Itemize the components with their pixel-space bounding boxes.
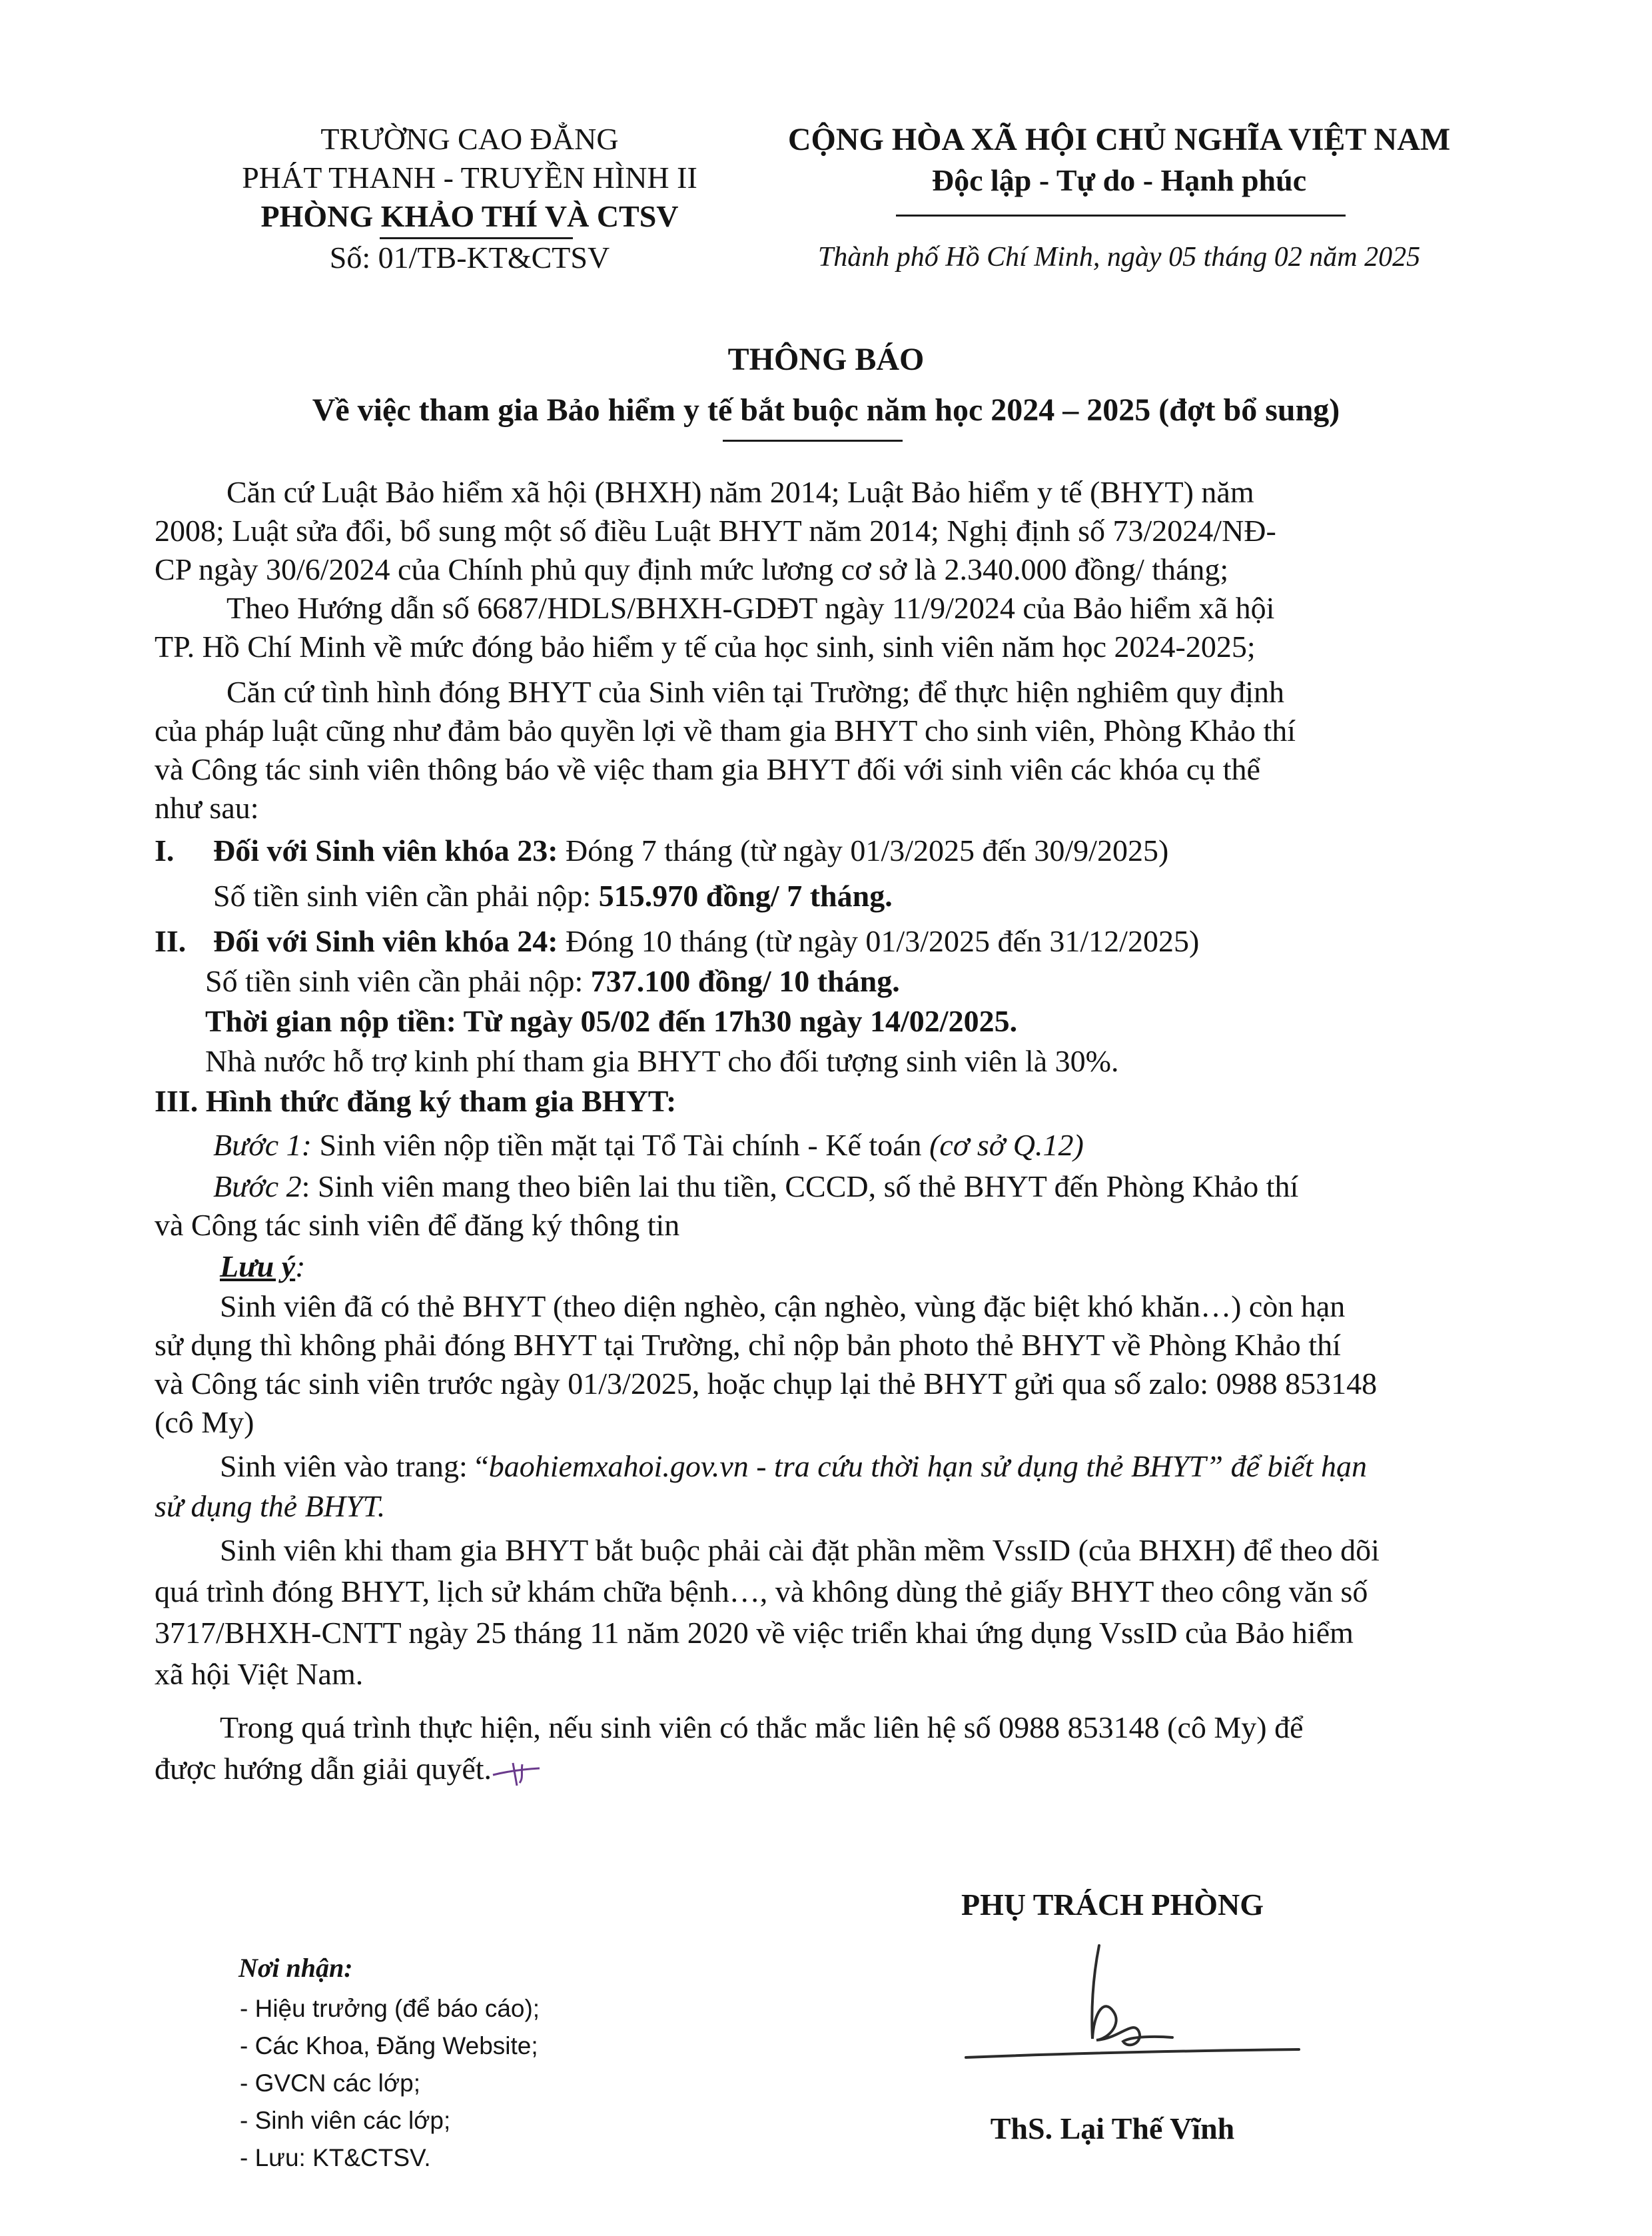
section-1-text: Đóng 7 tháng (từ ngày 01/3/2025 đến 30/9/2025) [558,834,1169,867]
signature-title: PHỤ TRÁCH PHÒNG [961,1888,1264,1922]
step-2-label: Bước 2 [213,1169,302,1203]
recipient-item: - Lưu: KT&CTSV. [240,2144,431,2171]
paragraph-line: Theo Hướng dẫn số 6687/HDLS/BHXH-GDĐT ngày 11/9/2024 của Bảo hiểm xã hội [226,591,1275,625]
payment-deadline: Thời gian nộp tiền: Từ ngày 05/02 đến 17h30 ngày 14/02/2025. [205,1004,1018,1038]
section-2-text: Đóng 10 tháng (từ ngày 01/3/2025 đến 31/12/2025) [558,924,1200,958]
section-2-amount: 737.100 đồng/ 10 tháng. [590,964,900,998]
recipient-item: - GVCN các lớp; [240,2069,420,2097]
header-left-underline [380,237,573,239]
document-subtitle: Về việc tham gia Bảo hiểm y tế bắt buộc năm học 2024 – 2025 (đợt bổ sung) [312,392,1340,428]
lookup-instruction [220,1447,1367,1486]
contact-line-2 [155,1750,544,1788]
national-motto: Độc lập - Tự do - Hạnh phúc [931,163,1307,197]
school-name: TRƯỜNG CAO ĐẲNG [320,122,619,156]
note-line: và Công tác sinh viên trước ngày 01/3/2025, hoặc chụp lại thẻ BHYT gửi qua số zalo: 0988 853148 [155,1367,1378,1400]
section-1-line [213,832,1168,870]
note-line: sử dụng thì không phải đóng BHYT tại Trường, chỉ nộp bản photo thẻ BHYT về Phòng Khảo thí [155,1328,1341,1362]
paragraph-line: của pháp luật cũng như đảm bảo quyền lợi về tham gia BHYT cho sinh viên, Phòng Khảo thí [155,714,1296,748]
recipients-heading: Nơi nhận: [238,1953,353,1983]
document-number: Số: 01/TB-KT&CTSV [329,241,610,275]
section-2-numeral: II. [155,924,187,958]
document-title: THÔNG BÁO [727,342,925,377]
note-line: Sinh viên đã có thẻ BHYT (theo diện nghèo, cận nghèo, vùng đặc biệt khó khăn…) còn hạn [220,1289,1346,1323]
step-1-note: (cơ sở Q.12) [929,1128,1084,1162]
signature-image [959,1939,1306,2065]
paragraph-line: và Công tác sinh viên thông báo về việc tham gia BHYT đối với sinh viên các khóa cụ thể [155,752,1260,786]
note-line: 3717/BHXH-CNTT ngày 25 tháng 11 năm 2020 về việc triển khai ứng dụng VssID của Bảo hiểm [155,1616,1354,1650]
contact-line: Trong quá trình thực hiện, nếu sinh viên có thắc mắc liên hệ số 0988 853148 (cô My) để [220,1710,1304,1744]
lookup-website: baohiemxahoi.gov.vn - tra cứu thời hạn sử dụng thẻ BHYT” để biết hạn [488,1449,1368,1483]
step-1 [213,1126,1084,1165]
section-2-amount-prefix: Số tiền sinh viên cần phải nộp: [205,964,591,998]
section-1-amount-line [213,877,893,915]
section-2-amount-line [205,962,900,1001]
handwritten-mark-icon [490,1755,544,1788]
step-2 [213,1167,1298,1206]
motto-underline [896,215,1346,217]
contact-line-2-text: được hướng dẫn giải quyết. [155,1752,492,1786]
step-1-text: Sinh viên nộp tiền mặt tại Tổ Tài chính - Kế toán [311,1128,930,1162]
recipient-item: - Hiệu trưởng (để báo cáo); [240,1995,540,2022]
note-line: xã hội Việt Nam. [155,1657,364,1691]
step-2-line2: và Công tác sinh viên để đăng ký thông tin [155,1208,680,1242]
paragraph-line: Căn cứ Luật Bảo hiểm xã hội (BHXH) năm 2014; Luật Bảo hiểm y tế (BHYT) năm [226,475,1254,509]
section-1-amount-prefix: Số tiền sinh viên cần phải nộp: [213,879,599,913]
step-1-label: Bước 1: [213,1128,312,1162]
paragraph-line: Căn cứ tình hình đóng BHYT của Sinh viên tại Trường; để thực hiện nghiêm quy định [226,675,1285,709]
lookup-instruction-line2: sử dụng thẻ BHYT. [155,1489,386,1523]
note-heading [220,1247,306,1286]
department-name: PHÒNG KHẢO THÍ VÀ CTSV [260,199,679,233]
republic-name: CỘNG HÒA XÃ HỘI CHỦ NGHĨA VIỆT NAM [787,122,1451,157]
state-support-note: Nhà nước hỗ trợ kinh phí tham gia BHYT cho đối tượng sinh viên là 30%. [205,1044,1119,1078]
step-2-text: : Sinh viên mang theo biên lai thu tiền, CCCD, số thẻ BHYT đến Phòng Khảo thí [301,1169,1299,1203]
paragraph-line: TP. Hồ Chí Minh về mức đóng bảo hiểm y tế của học sinh, sinh viên năm học 2024-2025; [155,630,1256,664]
section-1-numeral: I. [155,834,175,867]
section-2-label: Đối với Sinh viên khóa 24: [213,924,558,958]
recipient-item: - Các Khoa, Đăng Website; [240,2032,538,2059]
paragraph-line: 2008; Luật sửa đổi, bổ sung một số điều Luật BHYT năm 2014; Nghị định số 73/2024/NĐ- [155,514,1276,548]
note-line: (cô My) [155,1405,254,1439]
section-1-amount: 515.970 đồng/ 7 tháng. [598,879,893,913]
section-2-line [213,922,1199,961]
section-1-label: Đối với Sinh viên khóa 23: [213,834,558,867]
note-label: Lưu ý [220,1249,296,1283]
note-colon: : [295,1249,306,1283]
lookup-prefix: Sinh viên vào trang: “ [220,1449,489,1483]
recipient-item: - Sinh viên các lớp; [240,2107,451,2134]
section-3-heading: III. Hình thức đăng ký tham gia BHYT: [155,1084,677,1118]
paragraph-line: CP ngày 30/6/2024 của Chính phủ quy định mức lương cơ sở là 2.340.000 đồng/ tháng; [155,552,1229,586]
note-line: quá trình đóng BHYT, lịch sử khám chữa bệnh…, và không dùng thẻ giấy BHYT theo công văn số [155,1574,1368,1608]
title-underline [723,440,903,442]
paragraph-line: như sau: [155,791,259,825]
signer-name: ThS. Lại Thế Vĩnh [990,2111,1235,2145]
note-line: Sinh viên khi tham gia BHYT bắt buộc phải cài đặt phần mềm VssID (của BHXH) để theo dõi [220,1533,1380,1567]
school-name-line2: PHÁT THANH - TRUYỀN HÌNH II [242,161,697,195]
place-and-date: Thành phố Hồ Chí Minh, ngày 05 tháng 02 năm 2025 [817,242,1421,273]
